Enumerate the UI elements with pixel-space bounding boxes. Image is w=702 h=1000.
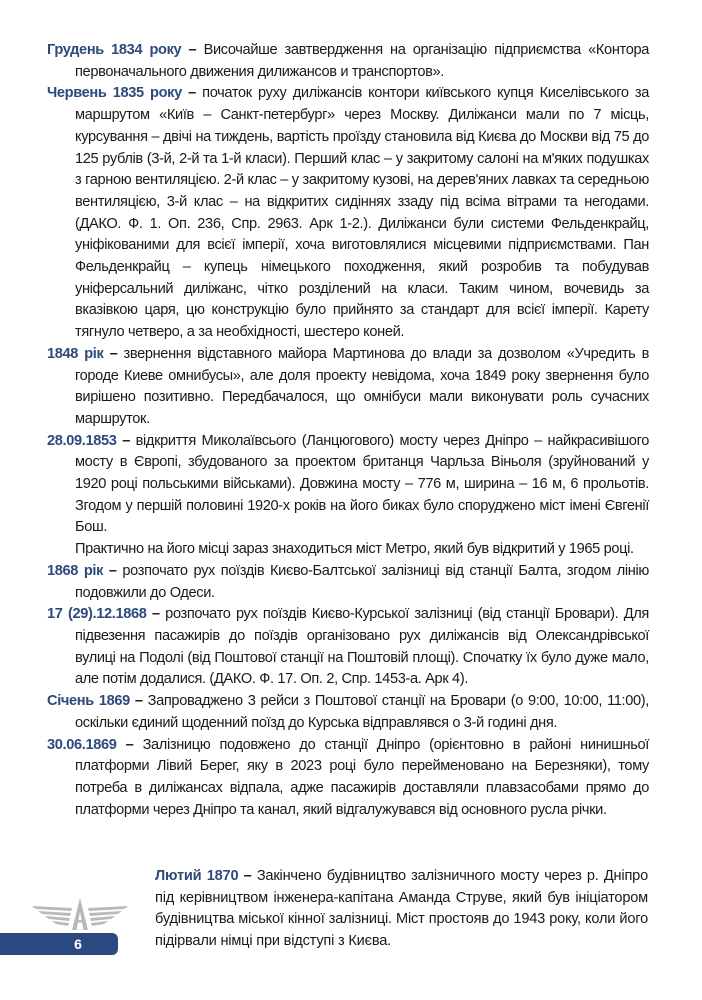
- entry-dash: –: [146, 606, 166, 623]
- entry-dash: –: [103, 562, 123, 579]
- entry-dash: –: [181, 85, 203, 102]
- timeline-entry-28-09-1853: [47, 431, 649, 540]
- entry-text: відкриття Миколаївсього (Ланцюгового) мосту через Дніпро – найкрасивішого мосту в Європі, збудованого за проектом британця Чарльза Віньоля (зруйнований у 1920 році польськими військами). Довжина мосту – 776 м, ширина – 16 м, 6 прольотів. Згодом у першій половині 1920-х років на його биках було споруджено міст імені Євгенії Бош.: [75, 432, 649, 536]
- entry-text: розпочато рух поїздів Києво-Балтської залізниці від станції Балта, згодом лінію подовжили до Одеси.: [75, 562, 649, 601]
- entry-date: 30.06.1869: [47, 736, 117, 753]
- entry-text: Запроваджено 3 рейси з Поштової станції на Бровари (о 9:00, 10:00, 11:00), оскільки єдиний щоденний поїзд до Курська відправлявся о 3-й годині дня.: [75, 693, 649, 731]
- entry-text: Закінчено будівництво залізничного мосту через р. Дніпро під керівництвом інженера-капітана Аманда Струве, який був ініціатором будівництва міської кінної залізниці. Міст простояв до 1943 року, коли його підірвали німці при відступі з Києва.: [155, 868, 648, 950]
- entry-text: Залізницю подовжено до станції Дніпро (орієнтовно в районі нинишньої платформи Лівий Берег, яку в 2023 році було перейменовано на Березняки), тому потреба в диліжансах відпала, адже пасажирів доставляли плавзасобами прямо до платформи через Дніпро та канал, який відгалужувався від основного русла річки.: [75, 736, 649, 818]
- entry-text: звернення відставного майора Мартинова до влади за дозволом «Учредить в городе Киеве омнибусы», але доля проекту невідома, хоча 1849 року звернення було вирішено позитивно. Передбачалося, що омнібуси мали виконувати роль сучасних маршруток.: [75, 345, 649, 427]
- page-number-badge: [0, 933, 118, 955]
- timeline-entry-1848: [47, 344, 649, 431]
- entry-text: Височайше завтвердження на організацію підприємства «Контора первоначального движения дилижансов и транспортов».: [75, 42, 650, 80]
- entry-dash: –: [116, 736, 143, 753]
- entry-date: Січень 1869: [47, 693, 130, 710]
- entry-date: 1848 рік: [47, 345, 104, 362]
- timeline-entry-1868: [47, 561, 649, 604]
- page-number: 6: [74, 936, 82, 952]
- entry-extra-paragraph: Практично на його місці зараз знаходиться міст Метро, який був відкритий у 1965 році.: [75, 541, 634, 558]
- winged-railway-emblem-icon: [30, 896, 130, 932]
- entry-dash: –: [129, 693, 148, 710]
- entry-dash: –: [103, 345, 124, 362]
- timeline-entry-30-06-1869: [47, 735, 649, 822]
- entry-dash: –: [116, 432, 136, 449]
- entry-dash: –: [181, 42, 204, 58]
- timeline-entry-jan-1869: [47, 691, 649, 734]
- entry-date: Червень 1835 року: [47, 85, 182, 102]
- timeline-entry-dec-1834: [47, 40, 649, 83]
- entry-date: 28.09.1853: [47, 432, 117, 449]
- entry-date: 1868 рік: [47, 562, 104, 579]
- entry-dash: –: [238, 868, 257, 884]
- entry-date: Грудень 1834 року: [47, 42, 182, 58]
- entry-text: розпочато рух поїздів Києво-Курської залізниці (від станції Бровари). Для підвезення пасажирів до поїздів організовано рух диліжансів від Олександрівської вулиці на Подолі (від Поштової станції на Поштовій площі). Спочатку їх було дуже мало, але потім додалися. (ДАКО. Ф. 17. Оп. 2, Спр. 1453-а. Арк 4).: [75, 606, 649, 688]
- timeline-entry-jun-1835: [47, 83, 649, 343]
- entry-date: 17 (29).12.1868: [47, 606, 147, 623]
- entry-date: Лютий 1870: [155, 868, 239, 884]
- timeline-entry-feb-1870: [155, 866, 648, 953]
- timeline-body: [47, 40, 649, 821]
- entry-text: початок руху диліжансів контори київського купця Киселівського за маршрутом «Київ – Санкт-петербург» через Москву. Диліжанси мали по 7 місць, курсування – двічі на тиждень, вартість проїзду становила від Києва до Москви від 75 до 125 рублів (3-й, 2-й та 1-й класи). Перший клас – у закритому салоні на м'яких подушках з гарною вентиляцією. 2-й клас – у закритому кузові, на дерев'яних лавках та середньою вентиляцією, 3-й клас – на відкритих сидіннях ззаду під всіма вітрами та негодами. (ДАКО. Ф. 1. Оп. 236, Спр. 2963. Арк 1-2.). Диліжанси були системи Фельденкрайц, уніфікованими для всієї імперії, хоча виготовлялися місцевими підприємствами. Пан Фельденкрайц – купець німецького походження, який розробив та побудував уніферсальний диліжанс, чітко розділений на класи. Таким чином, вочевидь за вказівкою царя, цю конструкцію було прийнято за стандарт для всієї імперії. Карету тягнуло четверо, а за необхідності, шестеро коней.: [75, 85, 650, 341]
- timeline-entry-17-12-1868: [47, 604, 649, 691]
